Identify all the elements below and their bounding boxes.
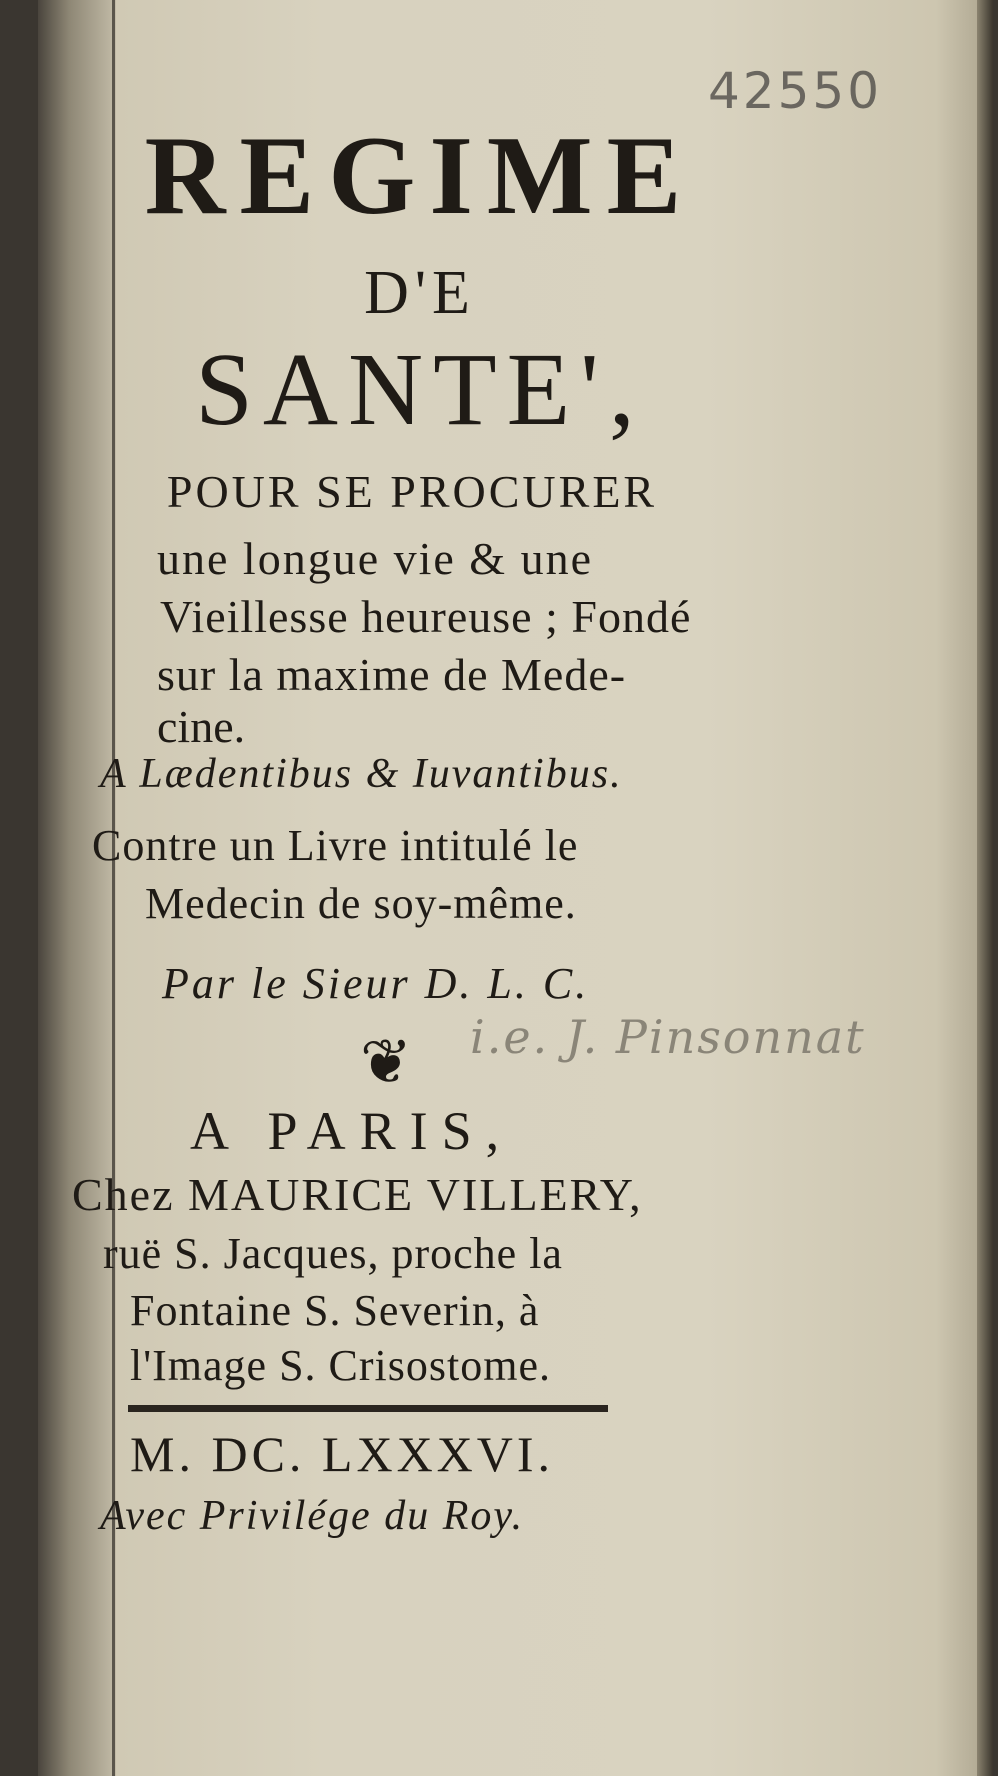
subtitle-line-4: sur la maxime de Mede-: [157, 649, 627, 700]
against-line-2: Medecin de soy-même.: [145, 879, 577, 928]
pencil-catalog-number: 42550: [708, 62, 883, 120]
imprint-city: A PARIS,: [190, 1101, 514, 1161]
title-line-3: SANTE',: [195, 332, 645, 447]
subtitle-line-3: Vieillesse heureuse ; Fondé: [160, 591, 692, 642]
handwritten-note: i.e. J. Pinsonnat: [470, 1010, 866, 1064]
horizontal-rule: [128, 1405, 608, 1412]
subtitle-line-2: une longue vie & une: [157, 533, 594, 584]
subtitle-line-5: cine.: [157, 701, 246, 752]
imprint-line-3: Fontaine S. Severin, à: [130, 1286, 540, 1335]
fleuron-ornament: ❦: [360, 1025, 412, 1098]
page-right-edge: [977, 0, 993, 1776]
author: Par le Sieur D. L. C.: [162, 959, 590, 1008]
subtitle-line-1: POUR SE PROCURER: [166, 466, 658, 517]
imprint-line-2: ruë S. Jacques, proche la: [103, 1229, 563, 1278]
against-line-1: Contre un Livre intitulé le: [92, 821, 579, 870]
imprint-line-1: Chez MAURICE VILLERY,: [72, 1169, 643, 1220]
title-line-2: D'E: [364, 259, 476, 327]
imprint-line-4: l'Image S. Crisostome.: [130, 1341, 552, 1390]
publication-date: M. DC. LXXXVI.: [130, 1426, 555, 1482]
title-line-1: REGIME: [144, 114, 696, 238]
privilege: Avec Privilége du Roy.: [100, 1493, 525, 1539]
maxim: A Lædentibus & Iuvantibus.: [100, 751, 623, 797]
